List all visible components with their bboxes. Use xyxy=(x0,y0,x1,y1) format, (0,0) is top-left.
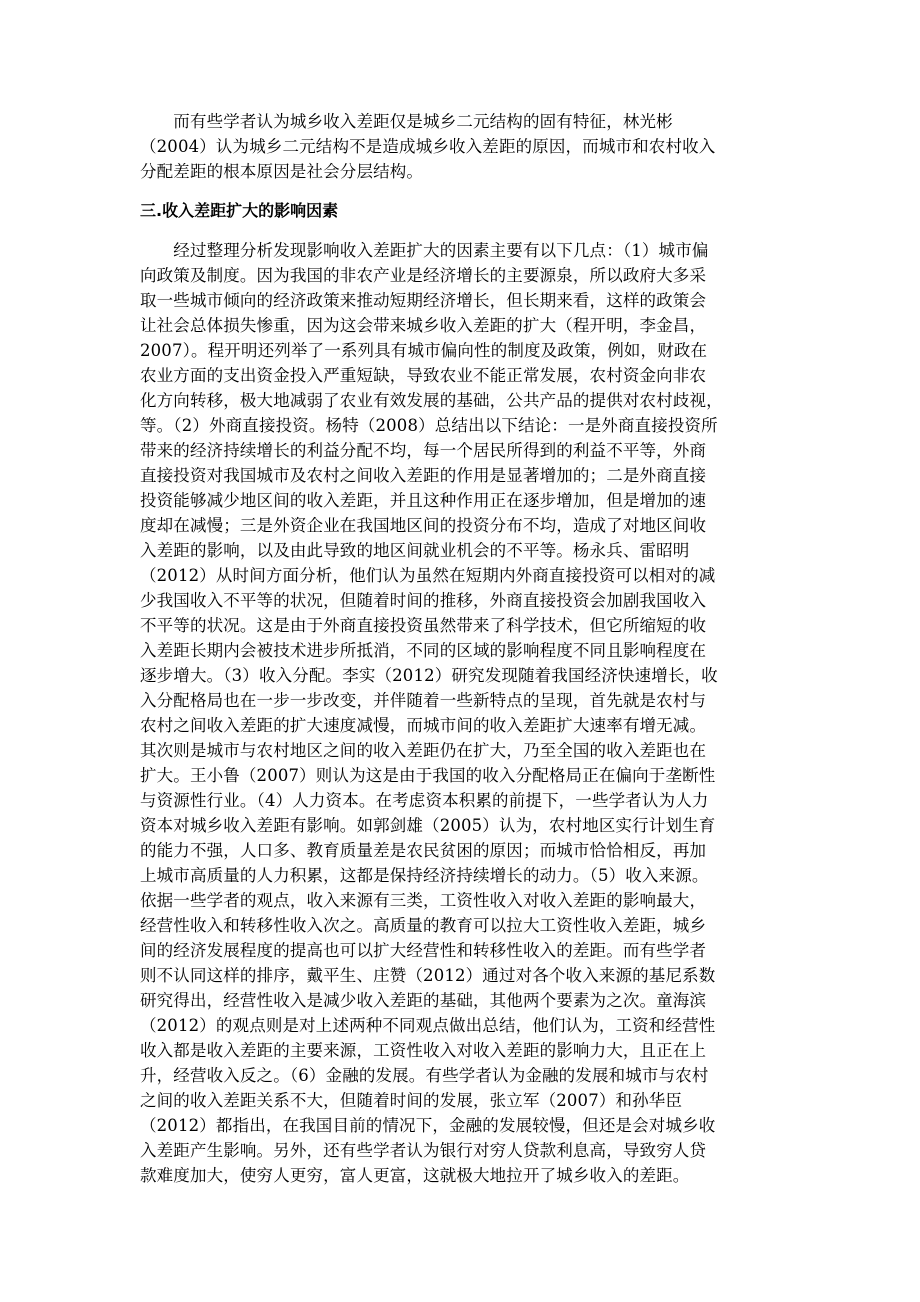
paragraph-2-line: 经过整理分析发现影响收入差距扩大的因素主要有以下几点：（1）城市偏 xyxy=(140,241,709,260)
paragraph-2-line: 则不认同这样的排序，戴平生、庄赞（2012）通过对各个收入来源的基尼系数 xyxy=(140,966,716,985)
paragraph-2-line: 2007）。程开明还列举了一系列具有城市偏向性的制度及政策，例如，财政在 xyxy=(140,341,708,360)
paragraph-2-line: 带来的经济持续增长的利益分配不均，每一个居民所得到的利益不平等，外商 xyxy=(140,441,707,460)
paragraph-2-line: 少我国收入不平等的状况，但随着时间的推移，外商直接投资会加剧我国收入 xyxy=(140,591,707,610)
paragraph-2-line: 与资源性行业。（4）人力资本。在考虑资本积累的前提下，一些学者认为人力 xyxy=(140,791,709,810)
paragraph-1-line: 而有些学者认为城乡收入差距仅是城乡二元结构的固有特征，林光彬 xyxy=(140,112,673,131)
paragraph-2-line: 资本对城乡收入差距有影响。如郭剑雄（2005）认为，农村地区实行计划生育 xyxy=(140,816,716,835)
paragraph-2-line: 投资能够减少地区间的收入差距，并且这种作用正在逐步增加，但是增加的速 xyxy=(140,491,707,510)
paragraph-2-line: 之间的收入差距关系不大，但随着时间的发展，张立军（2007）和孙华臣 xyxy=(140,1091,683,1110)
paragraph-2-line: （2012）的观点则是对上述两种不同观点做出总结，他们认为，工资和经营性 xyxy=(140,1016,716,1035)
paragraph-2-line: 收入都是收入差距的主要来源，工资性收入对收入差距的影响力大，且正在上 xyxy=(140,1041,707,1060)
paragraph-2-line: （2012）从时间方面分析，他们认为虽然在短期内外商直接投资可以相对的减 xyxy=(140,566,716,585)
paragraph-2-line: 其次则是城市与农村地区之间的收入差距仍在扩大，乃至全国的收入差距也在 xyxy=(140,741,707,760)
paragraph-2-line: 入差距的影响，以及由此导致的地区间就业机会的不平等。杨永兵、雷昭明 xyxy=(140,541,690,560)
paragraph-2-line: 度却在减慢；三是外资企业在我国地区间的投资分布不均，造成了对地区间收 xyxy=(140,516,707,535)
paragraph-2-line: 上城市高质量的人力积累，这都是保持经济持续增长的动力。（5）收入来源。 xyxy=(140,866,709,885)
paragraph-2-line: 扩大。王小鲁（2007）则认为这是由于我国的收入分配格局正在偏向于垄断性 xyxy=(140,766,716,785)
paragraph-1-line: 分配差距的根本原因是社会分层结构。 xyxy=(140,162,424,181)
section-heading: 三.收入差距扩大的影响因素 xyxy=(140,201,339,220)
paragraph-2-line: 化方向转移，极大地减弱了农业有效发展的基础，公共产品的提供对农村歧视， xyxy=(140,391,723,410)
paragraph-2-line: 农村之间收入差距的扩大速度减慢，而城市间的收入差距扩大速率有增无减。 xyxy=(140,716,707,735)
paragraph-2-line: 取一些城市倾向的经济政策来推动短期经济增长，但长期来看，这样的政策会 xyxy=(140,291,707,310)
paragraph-2-line: 间的经济发展程度的提高也可以扩大经营性和转移性收入的差距。而有些学者 xyxy=(140,941,707,960)
paragraph-2-line: （2012）都指出，在我国目前的情况下，金融的发展较慢，但还是会对城乡收 xyxy=(140,1116,716,1135)
paragraph-2-line: 入差距长期内会被技术进步所抵消，不同的区域的影响程度不同且影响程度在 xyxy=(140,641,707,660)
paragraph-1-line: （2004）认为城乡二元结构不是造成城乡收入差距的原因，而城市和农村收入 xyxy=(140,137,716,156)
paragraph-2-line: 款难度加大，使穷人更穷，富人更富，这就极大地拉开了城乡收入的差距。 xyxy=(140,1166,690,1185)
paragraph-2-line: 农业方面的支出资金投入严重短缺，导致农业不能正常发展，农村资金向非农 xyxy=(140,366,707,385)
paragraph-2-line: 向政策及制度。因为我国的非农产业是经济增长的主要源泉，所以政府大多采 xyxy=(140,266,707,285)
paragraph-2-line: 等。（2）外商直接投资。杨特（2008）总结出以下结论：一是外商直接投资所 xyxy=(140,416,718,435)
paragraph-2-line: 入差距产生影响。另外，还有些学者认为银行对穷人贷款利息高，导致穷人贷 xyxy=(140,1141,707,1160)
paragraph-2-line: 经营性收入和转移性收入次之。高质量的教育可以拉大工资性收入差距，城乡 xyxy=(140,916,707,935)
paragraph-2-line: 不平等的状况。这是由于外商直接投资虽然带来了科学技术，但它所缩短的收 xyxy=(140,616,707,635)
paragraph-2-line: 研究得出，经营性收入是减少收入差距的基础，其他两个要素为之次。童海滨 xyxy=(140,991,707,1010)
paragraph-2-line: 让社会总体损失惨重，因为这会带来城乡收入差距的扩大（程开明，李金昌， xyxy=(140,316,707,335)
paragraph-2-line: 升，经营收入反之。（6）金融的发展。有些学者认为金融的发展和城市与农村 xyxy=(140,1066,709,1085)
paragraph-2-line: 的能力不强，人口多、教育质量差是农民贫困的原因；而城市恰恰相反，再加 xyxy=(140,841,707,860)
paragraph-2-line: 逐步增大。（3）收入分配。李实（2012）研究发现随着我国经济快速增长，收 xyxy=(140,666,718,685)
paragraph-2-line: 依据一些学者的观点，收入来源有三类，工资性收入对收入差距的影响最大， xyxy=(140,891,707,910)
paragraph-2-line: 直接投资对我国城市及农村之间收入差距的作用是显著增加的；二是外商直接 xyxy=(140,466,707,485)
paragraph-2-line: 入分配格局也在一步一步改变，并伴随着一些新特点的呈现，首先就是农村与 xyxy=(140,691,707,710)
